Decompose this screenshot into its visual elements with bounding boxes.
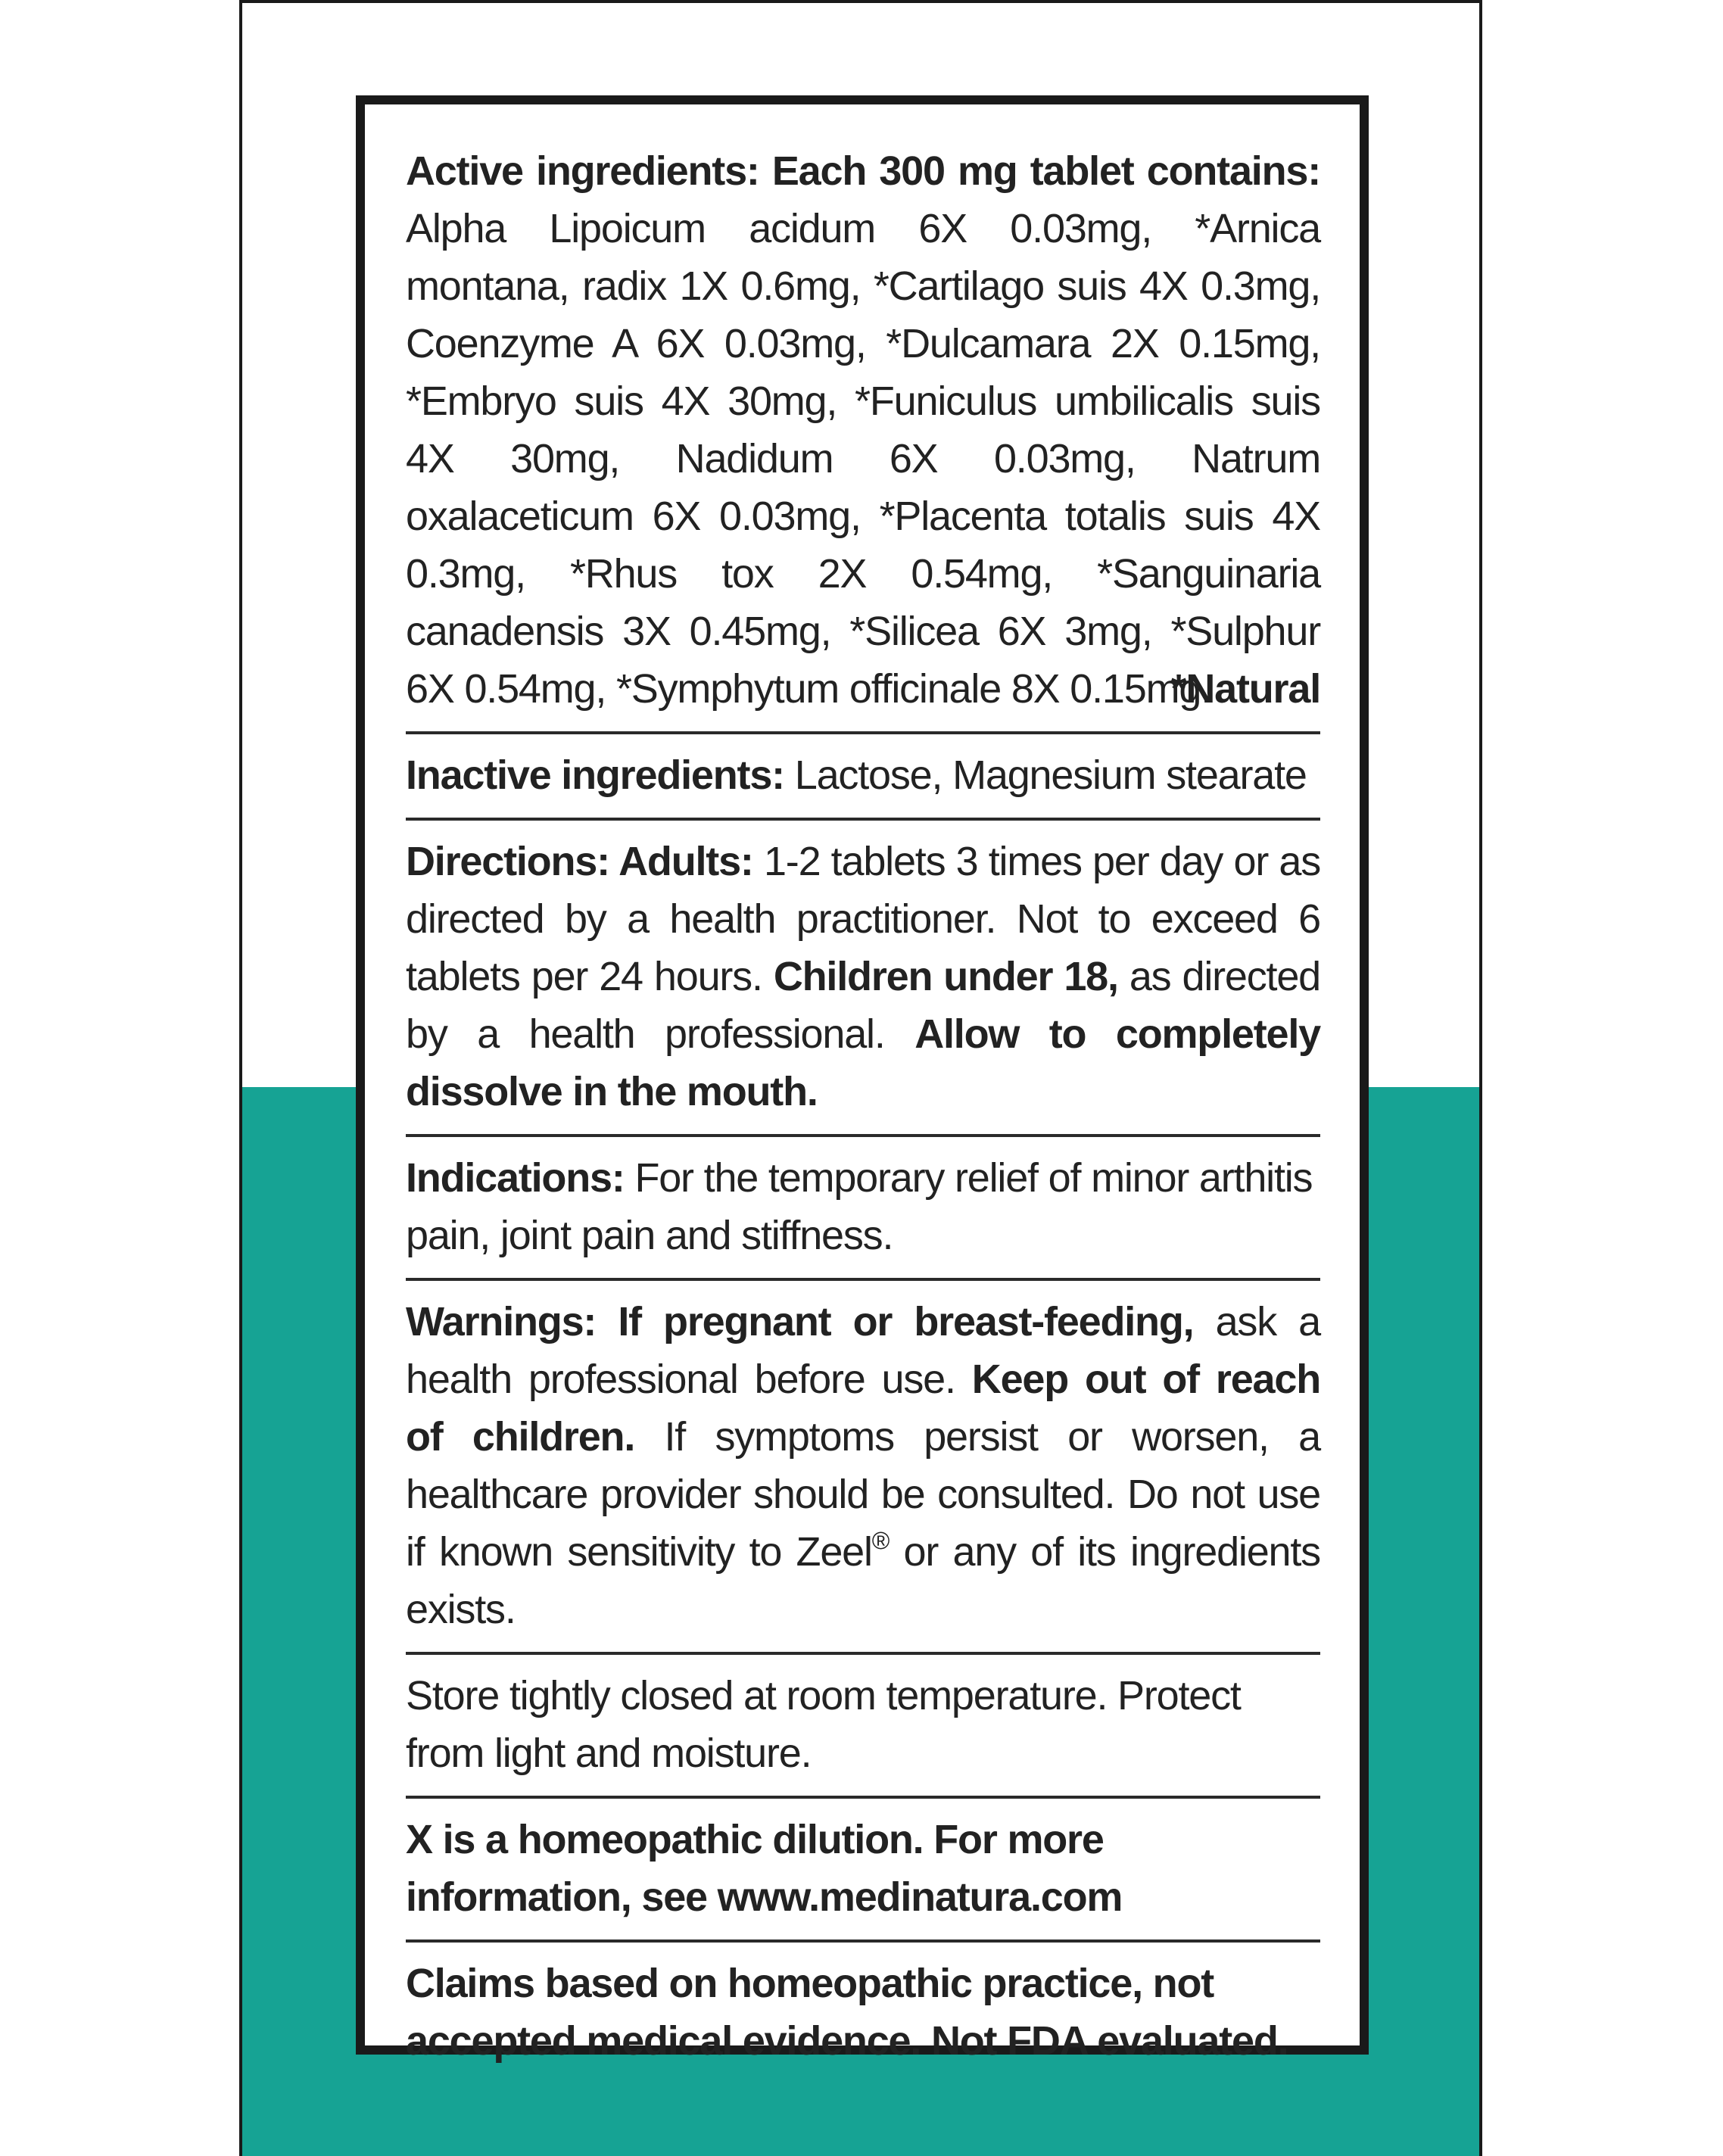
- claims-section: [406, 1943, 1320, 2083]
- directions-adult-text: 1-2 tablets 3 times per day or as directed by a health practitioner. Not to exceed 6 tablets per 24 hours.: [406, 839, 1320, 999]
- dilution-section: [406, 1799, 1320, 1939]
- inactive-ingredients-heading: Inactive ingredients:: [406, 752, 784, 798]
- indications-heading: Indications:: [406, 1155, 625, 1201]
- storage-text: Store tightly closed at room temperature. Protect from light and moisture.: [406, 1673, 1241, 1776]
- directions-children-text: as directed by a health professional.: [406, 954, 1321, 1057]
- directions-children-heading: Children under 18,: [773, 954, 1118, 999]
- warnings-section: [406, 1281, 1320, 1652]
- inactive-ingredients-section: [406, 734, 1320, 818]
- indications-section: [406, 1137, 1320, 1278]
- active-ingredients-list: Alpha Lipoicum acidum 6X 0.03mg, *Arnica montana, radix 1X 0.6mg, *Cartilago suis 4X 0.3mg, Coenzyme A 6X 0.03mg, *Dulcamara 2X 0.15mg, *Embryo suis 4X 30mg, *Funiculus umbilicalis suis 4X 30mg, Nadidum 6X 0.03mg, Natrum oxalaceticum 6X 0.03mg, *Placenta totalis suis 4X 0.3mg, *Rhus tox 2X 0.54mg, *Sanguinaria canadensis 3X 0.45mg, *Silicea 6X 3mg, *Sulphur 6X 0.54mg, *Symphytum officinale 8X 0.15mg.: [406, 206, 1320, 712]
- warnings-keep-out-of-reach: Keep out of reach of children.: [406, 1357, 1320, 1460]
- warnings-text-3: or any of its ingredients exists.: [406, 1529, 1320, 1632]
- natural-note: *Natural: [1170, 666, 1320, 712]
- storage-section: [406, 1655, 1320, 1796]
- warnings-text-1: ask a health professional before use.: [406, 1299, 1320, 1402]
- directions-dissolve-note: Allow to completely dissolve in the mouth.: [406, 1011, 1320, 1114]
- registered-mark: ®: [871, 1527, 890, 1554]
- warnings-text-2: If symptoms persist or worsen, a healthcare provider should be consulted. Do not use if known sensitivity to Zeel: [406, 1414, 1320, 1575]
- dilution-text: X is a homeopathic dilution. For more information, see www.medinatura.com: [406, 1817, 1123, 1920]
- directions-heading: Directions: Adults:: [406, 839, 753, 884]
- active-ingredients-section: [406, 142, 1320, 731]
- active-ingredients-heading: Active ingredients: Each 300 mg tablet contains:: [406, 148, 1320, 194]
- indications-text: For the temporary relief of minor arthitis pain, joint pain and stiffness.: [406, 1155, 1313, 1258]
- inactive-ingredients-list: Lactose, Magnesium stearate: [794, 752, 1307, 798]
- claims-text: Claims based on homeopathic practice, not accepted medical evidence. Not FDA evaluated.: [406, 1961, 1288, 2064]
- product-package-side: [239, 0, 1482, 2156]
- directions-section: [406, 821, 1320, 1134]
- drug-facts-label: [356, 95, 1369, 2064]
- warnings-heading: Warnings: If pregnant or breast-feeding,: [406, 1299, 1194, 1344]
